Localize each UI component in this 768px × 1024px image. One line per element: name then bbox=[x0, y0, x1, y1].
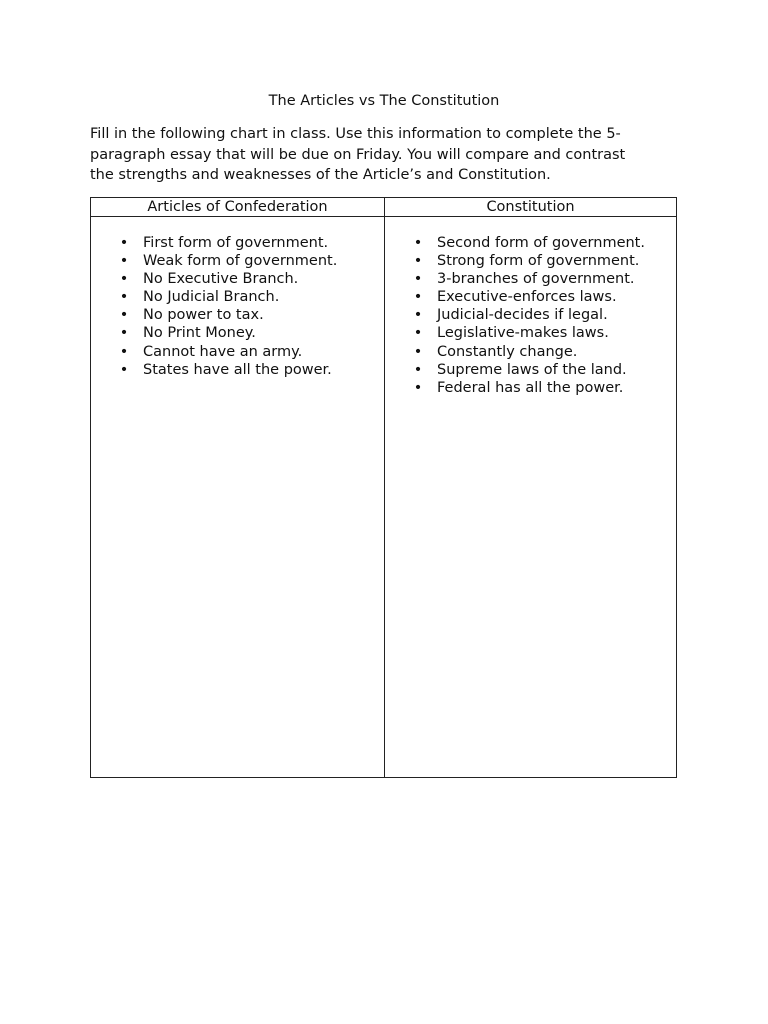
bullet-icon: • bbox=[119, 289, 129, 306]
column-header-articles: Articles of Confederation bbox=[91, 198, 384, 217]
column-header-constitution: Constitution bbox=[385, 198, 676, 217]
bullet-item bbox=[91, 361, 384, 379]
bullet-item bbox=[91, 324, 384, 342]
bullet-text: Federal has all the power. bbox=[437, 379, 624, 396]
bullet-text: Supreme laws of the land. bbox=[437, 361, 627, 378]
bullet-icon: • bbox=[119, 361, 129, 378]
bullet-item bbox=[91, 252, 384, 270]
bullet-icon: • bbox=[413, 307, 423, 324]
bullet-item bbox=[385, 270, 676, 288]
instructions-paragraph: Fill in the following chart in class. Use this information to complete the 5- paragraph essay that will be due on Friday. You will compare and contrast the strengths and weaknesses of the Article’s and Constitution. bbox=[90, 126, 626, 184]
bullet-text: Legislative-makes laws. bbox=[437, 325, 609, 342]
bullet-icon: • bbox=[119, 253, 129, 270]
bullet-text: States have all the power. bbox=[143, 361, 332, 378]
bullet-item bbox=[385, 252, 676, 270]
bullet-icon: • bbox=[119, 343, 129, 360]
page-title: The Articles vs The Constitution bbox=[268, 93, 500, 109]
bullet-item bbox=[91, 306, 384, 324]
bullet-item bbox=[91, 234, 384, 252]
bullet-text: Judicial-decides if legal. bbox=[437, 307, 608, 324]
bullet-icon: • bbox=[119, 271, 129, 288]
articles-bullet-list bbox=[91, 234, 384, 379]
bullet-icon: • bbox=[413, 271, 423, 288]
bullet-item bbox=[385, 234, 676, 252]
bullet-icon: • bbox=[413, 253, 423, 270]
articles-column bbox=[91, 198, 385, 777]
bullet-text: Executive-enforces laws. bbox=[437, 289, 617, 306]
bullet-text: No power to tax. bbox=[143, 307, 264, 324]
bullet-item bbox=[385, 361, 676, 379]
bullet-item bbox=[91, 343, 384, 361]
bullet-text: Second form of government. bbox=[437, 235, 645, 251]
bullet-text: First form of government. bbox=[143, 235, 329, 251]
bullet-item bbox=[385, 288, 676, 306]
bullet-icon: • bbox=[119, 307, 129, 324]
bullet-text: Constantly change. bbox=[437, 343, 578, 360]
bullet-text: 3-branches of government. bbox=[437, 271, 635, 288]
bullet-icon: • bbox=[413, 343, 423, 360]
constitution-column bbox=[385, 198, 676, 777]
bullet-item bbox=[91, 288, 384, 306]
bullet-icon: • bbox=[413, 361, 423, 378]
bullet-item bbox=[385, 343, 676, 361]
bullet-text: Weak form of government. bbox=[143, 253, 338, 270]
bullet-text: Cannot have an army. bbox=[143, 343, 303, 360]
bullet-icon: • bbox=[413, 289, 423, 306]
bullet-text: No Print Money. bbox=[143, 325, 256, 342]
constitution-bullet-list bbox=[385, 234, 676, 397]
bullet-item bbox=[385, 324, 676, 342]
bullet-text: Strong form of government. bbox=[437, 253, 640, 270]
bullet-icon: • bbox=[413, 379, 423, 396]
comparison-chart bbox=[90, 197, 677, 778]
bullet-item bbox=[91, 270, 384, 288]
bullet-text: No Judicial Branch. bbox=[143, 289, 280, 306]
bullet-text: No Executive Branch. bbox=[143, 271, 299, 288]
bullet-item bbox=[385, 379, 676, 397]
bullet-item bbox=[385, 306, 676, 324]
bullet-icon: • bbox=[119, 235, 129, 251]
bullet-icon: • bbox=[119, 325, 129, 342]
bullet-icon: • bbox=[413, 235, 423, 251]
bullet-icon: • bbox=[413, 325, 423, 342]
